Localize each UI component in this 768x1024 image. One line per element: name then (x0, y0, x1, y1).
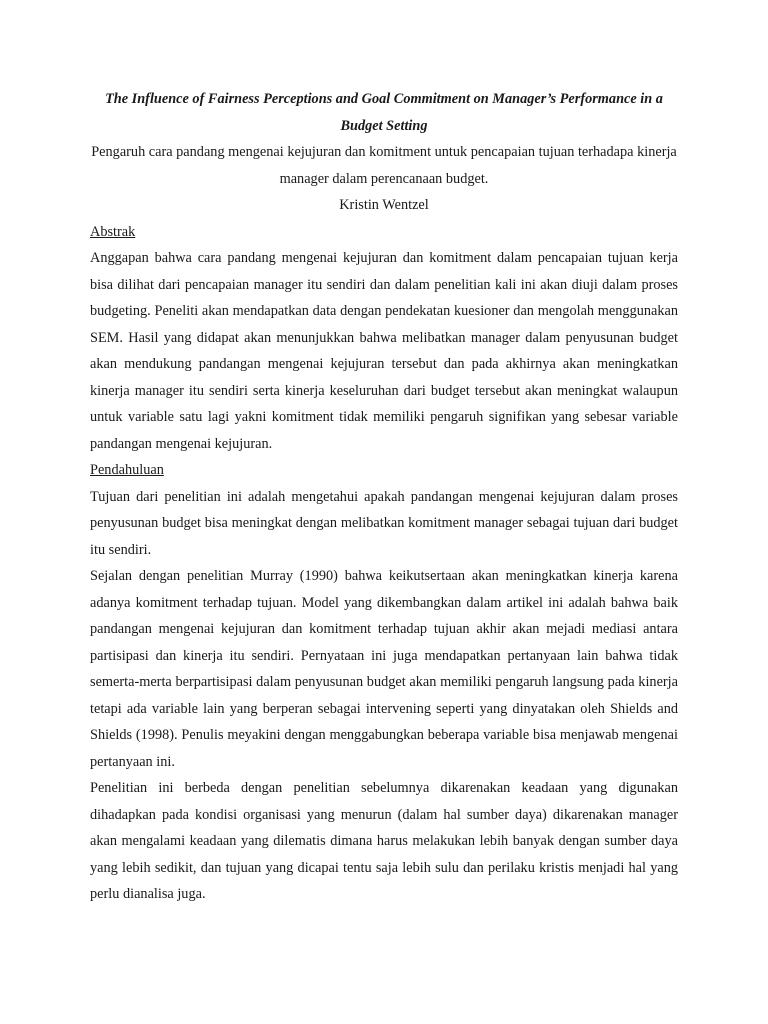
document-subtitle: Pengaruh cara pandang mengenai kejujuran dan komitment untuk pencapaian tujuan terhadapa kinerja manager dalam perencanaan budget. (91, 144, 677, 187)
abstract-paragraph: Anggapan bahwa cara pandang mengenai kejujuran dan komitment dalam pencapaian tujuan kerja bisa dilihat dari pencapaian manager itu sendiri dan dalam penelitian kali ini akan diuji dalam proses budgeting. Peneliti akan mendapatkan data dengan pendekatan kuesioner dan mengolah menggunakan SEM. Hasil yang didapat akan menunjukkan bahwa melibatkan manager dalam penyusunan budget akan mendukung pandangan mengenai kejujuran tersebut dan pada akhirnya akan meningkatkan kinerja manager itu sendiri serta kinerja keseluruhan dari budget tersebut akan meningkat walaupun untuk variable satu lagi yakni komitment tidak memiliki pengaruh signifikan yang sebesar variable pandangan mengenai kejujuran. (90, 250, 678, 452)
author-name: Kristin Wentzel (339, 197, 429, 213)
abstract-heading: Abstrak (90, 223, 136, 240)
intro-paragraph-2: Sejalan dengan penelitian Murray (1990) bahwa keikutsertaan akan meningkatkan kinerja karena adanya komitment terhadap tujuan. Model yang dikembangkan dalam artikel ini adalah bahwa baik pandangan mengenai kejujuran dan komitment terhadap tujuan akhir akan mejadi mediasi antara partisipasi dan kinerja itu sendiri. Pernyataan ini juga mendapatkan pertanyaan lain bahwa tidak semerta-merta berpartisipasi dalam penyusunan budget akan memiliki pengaruh langsung pada kinerja tetapi ada variable lain yang berperan sebagai intervening seperti yang dinyatakan oleh Shields and Shields (1998). Penulis meyakini dengan menggabungkan beberapa variable bisa menjawab mengenai pertanyaan ini. (90, 568, 678, 770)
introduction-heading: Pendahuluan (90, 462, 164, 478)
intro-paragraph-1: Tujuan dari penelitian ini adalah mengetahui apakah pandangan mengenai kejujuran dalam proses penyusunan budget bisa meningkat dengan melibatkan komitment manager sebagai tujuan dari budget itu sendiri. (90, 488, 678, 558)
document-title: The Influence of Fairness Perceptions and Goal Commitment on Manager’s Performance in a Budget Setting (105, 91, 663, 134)
intro-paragraph-3: Penelitian ini berbeda dengan penelitian sebelumnya dikarenakan keadaan yang digunakan dihadapkan pada kondisi organisasi yang menurun (dalam hal sumber daya) dikarenakan manager akan mengalami keadaan yang dilematis dimana harus melakukan lebih banyak dengan sumber daya yang lebih sedikit, dan tujuan yang dicapai tentu saja lebih sulu dan perilaku kristis menjadi hal yang perlu dianalisa juga. (90, 780, 678, 902)
